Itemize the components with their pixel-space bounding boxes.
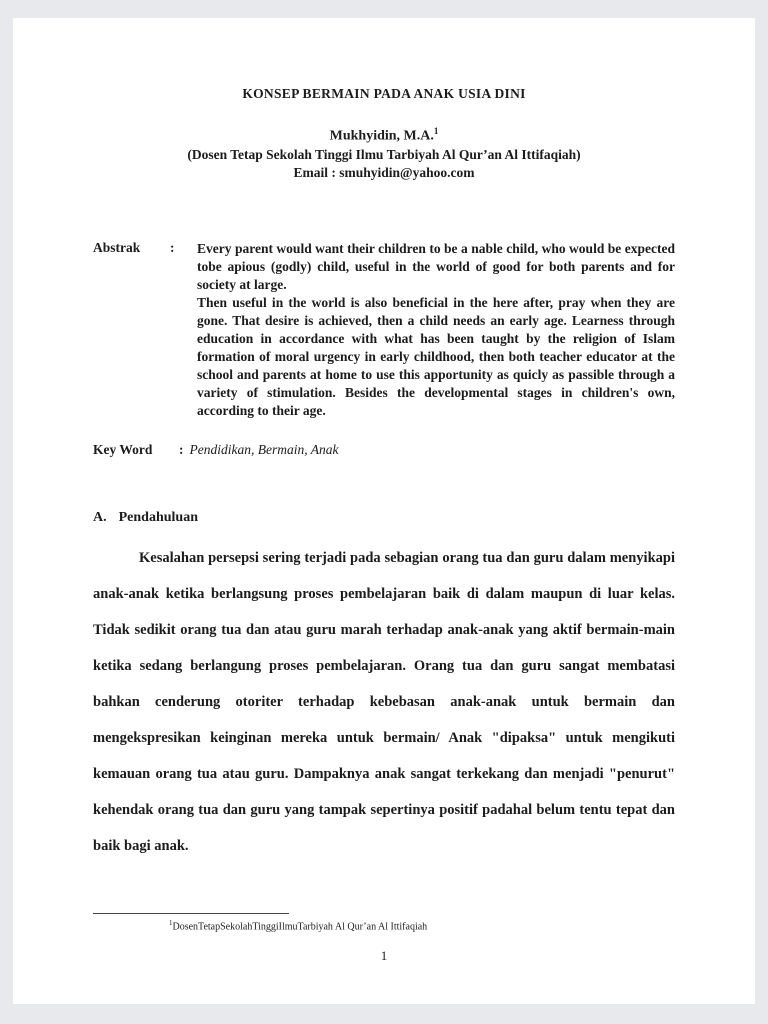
author-footnote-marker: 1	[433, 126, 439, 136]
author-email: Email : smuhyidin@yahoo.com	[293, 164, 475, 180]
footnote-rule	[93, 913, 289, 914]
footnote-text: $^1$DosenTetapSekolahTinggiIlmuTarbiyah Al Qur’an Al Ittifaqiah	[169, 919, 428, 933]
page-title: KONSEP BERMAIN PADA ANAK USIA DINI	[242, 86, 526, 101]
keyword-value: Pendidikan, Bermain, Anak	[189, 441, 339, 457]
abstract-separator: :	[170, 239, 175, 255]
page-number: 1	[380, 948, 388, 963]
abstract-paragraph-2: Then useful in the world is also beneficial in the here after, pray when they are gone. That desire is achieved, then a child needs an early age. Learness through education in accordance with what has been taught by the religion of Islam formation of moral urgency in early childhood, then both teacher educator at the school and parents at home to use this apportunity as quicly as passible through a variety of stimulation. Besides the developmental stages in children's own, according to their age.	[197, 294, 675, 418]
author-affiliation: (Dosen Tetap Sekolah Tinggi Ilmu Tarbiyah Al Qur’an Al Ittifaqiah)	[187, 146, 581, 162]
abstract-label: Abstrak	[93, 239, 141, 255]
keyword-label: Key Word	[93, 441, 153, 457]
abstract-paragraph-1: Every parent would want their children to be a nable child, who would be expected tobe apious (godly) child, useful in the world of good for both parents and for society at large.	[197, 240, 675, 292]
keyword-block	[93, 442, 675, 458]
author-block	[93, 122, 675, 182]
keyword-separator: :	[179, 441, 184, 457]
body-paragraph: Kesalahan persepsi sering terjadi pada sebagian orang tua dan guru dalam menyikapi anak-anak ketika berlangsung proses pembelajaran baik di dalam maupun di luar kelas. Tidak sedikit orang tua dan atau guru marah terhadap anak-anak yang aktif bermain-main ketika sedang berlangung proses pembelajaran. Orang tua dan guru sangat membatasi bahkan cenderung otoriter terhadap kebebasan anak-anak untuk bermain dan mengekspresikan keinginan mereka untuk bermain/ Anak "dipaksa" untuk mengikuti kemauan orang tua atau guru. Dampaknya anak sangat terkekang dan menjadi "penurut" kehendak orang tua dan guru yang tampak sepertinya positif padahal belum tentu tepat dan baik bagi anak.	[93, 549, 675, 854]
author-name: Mukhyidin, M.A.$^1$	[329, 126, 439, 144]
document-page	[13, 18, 755, 1004]
footnote-area	[93, 913, 675, 932]
section-number: A.	[93, 509, 107, 525]
section-heading	[93, 510, 675, 526]
footnote-marker: 1	[169, 919, 173, 927]
abstract-text	[197, 240, 675, 420]
section-title: Pendahuluan	[118, 509, 198, 525]
abstract-block	[93, 240, 675, 420]
